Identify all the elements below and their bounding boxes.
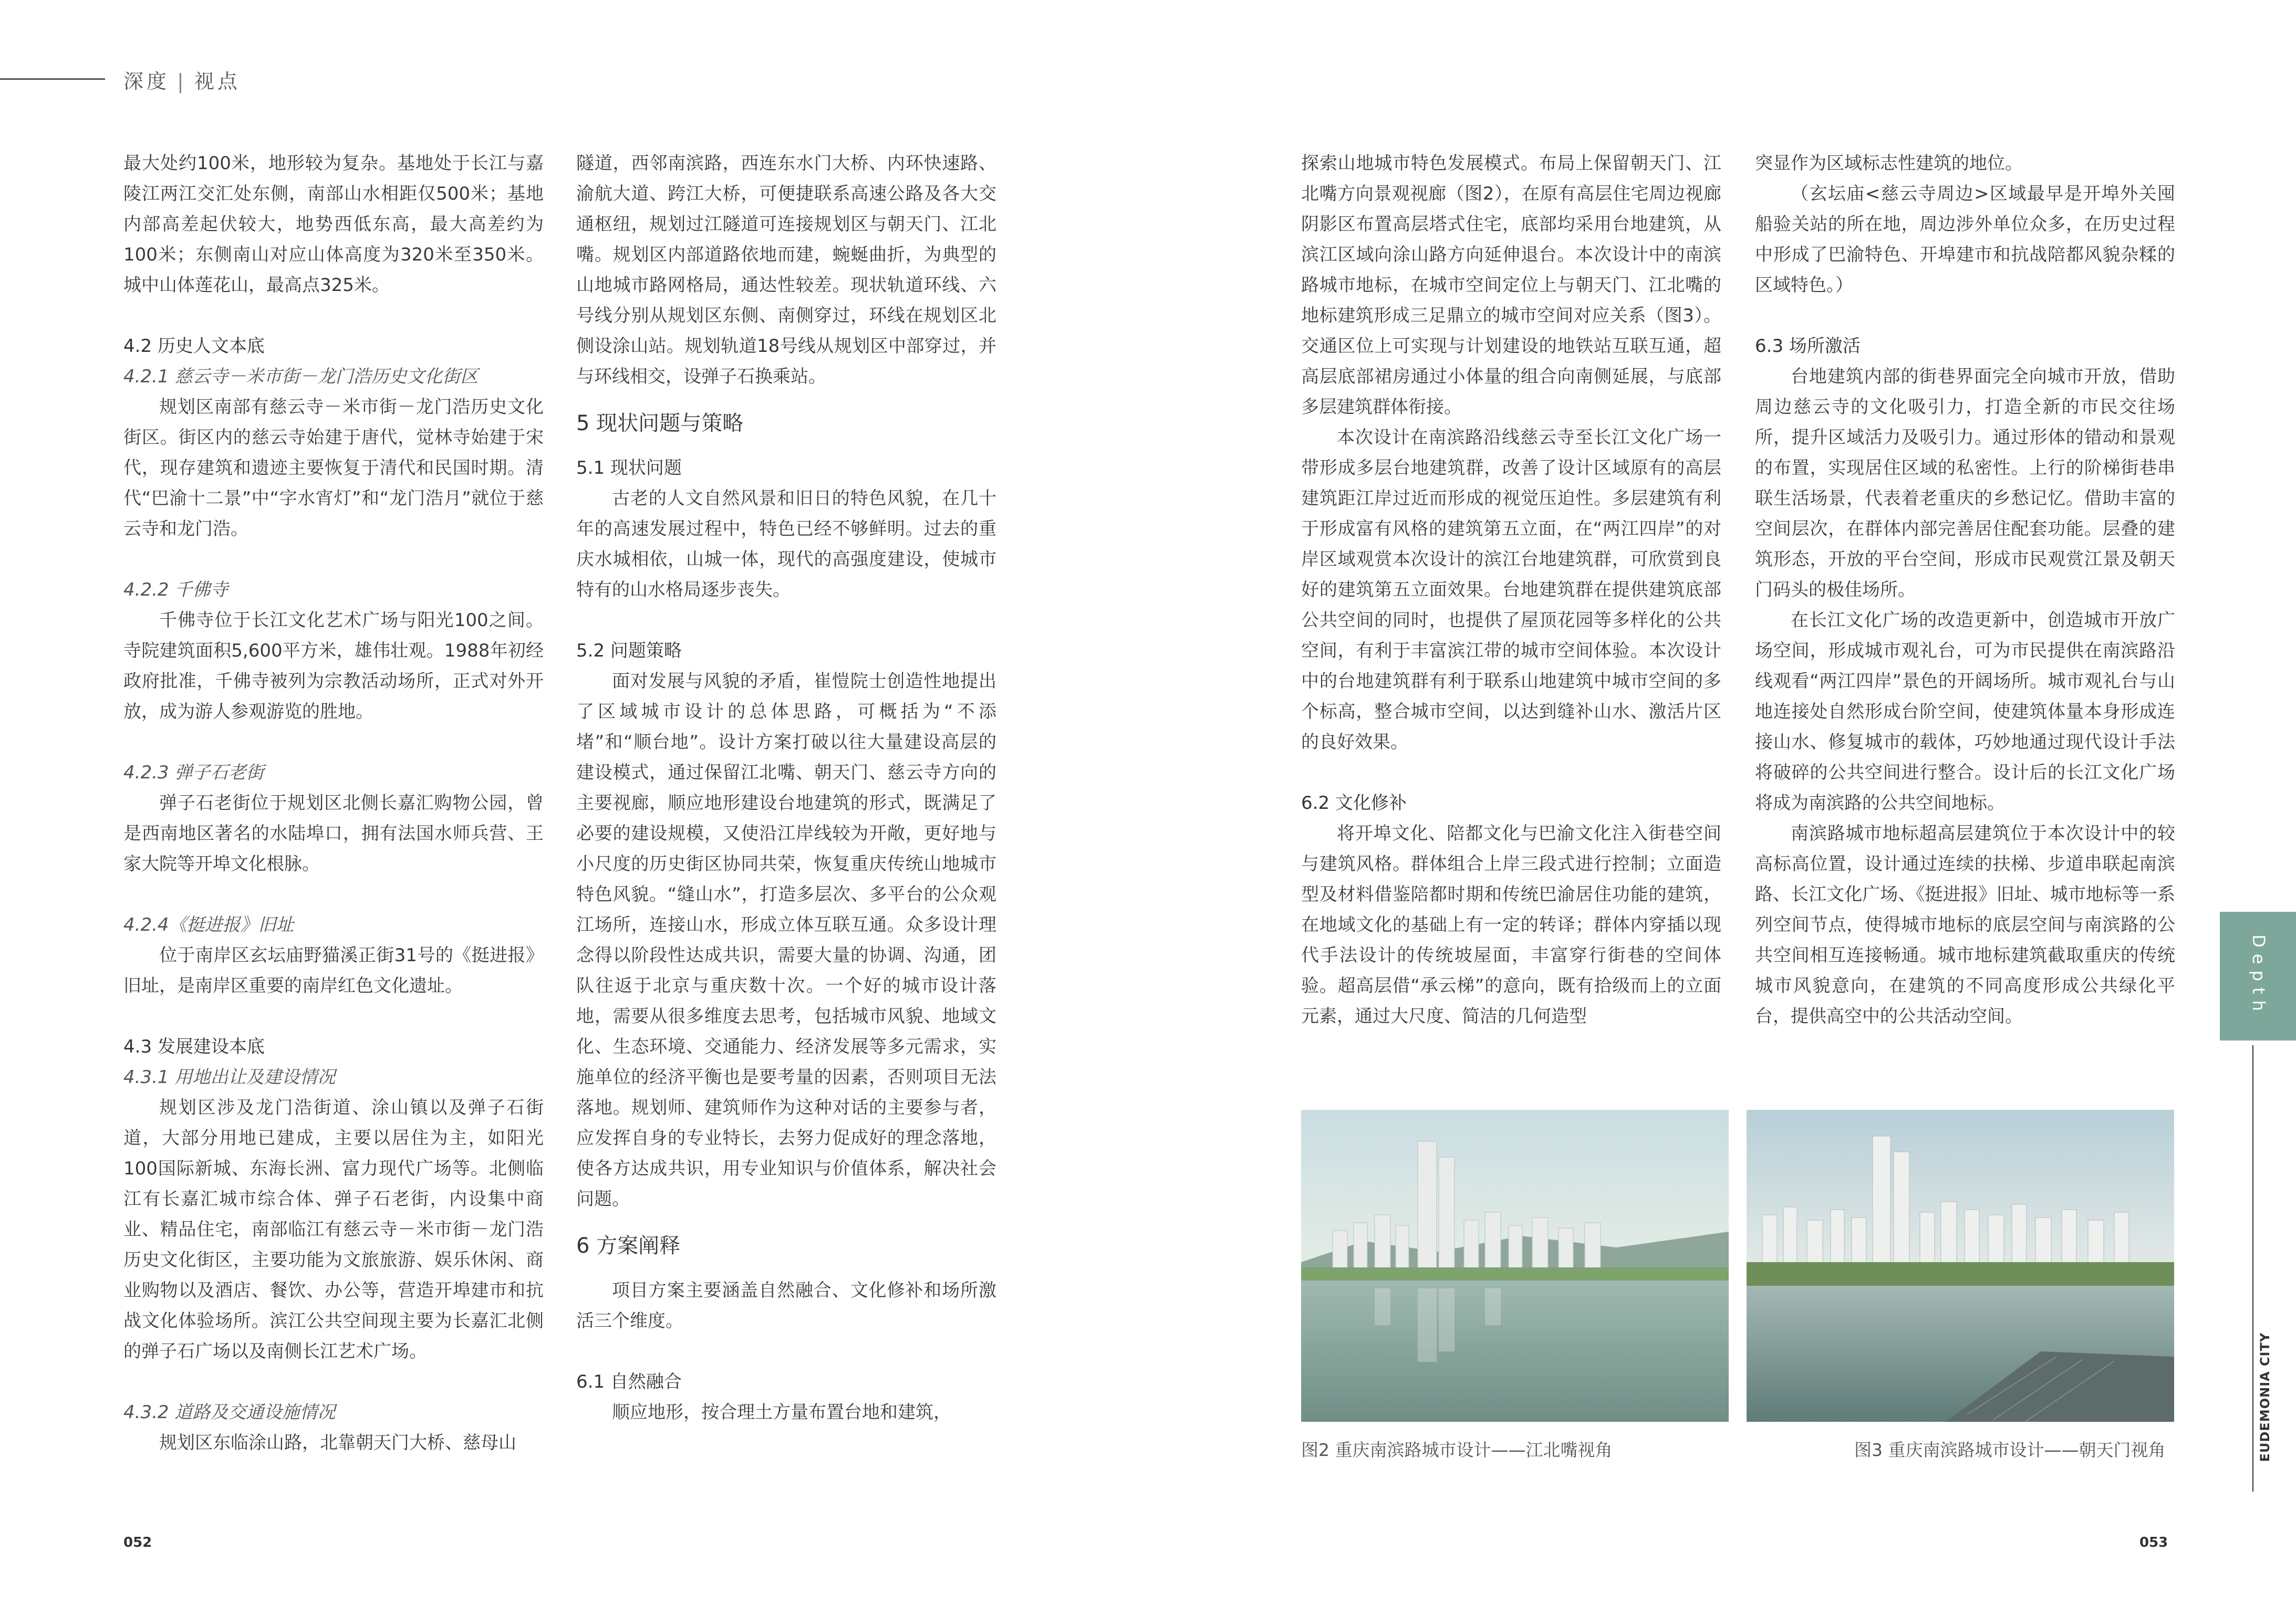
section-title: 深度 [123, 70, 170, 93]
text-column-3 [1301, 148, 1721, 1032]
text-column-4 [1755, 148, 2175, 1032]
paragraph: 规划区南部有慈云寺－米市街－龙门浩历史文化街区。街区内的慈云寺始建于唐代，觉林寺始建于宋代，现存建筑和遗迹主要恢复于清代和民国时期。清代“巴渝十二景”中“字水宵灯”和“龙门浩月”就位于慈云寺和龙门浩。 [123, 397, 544, 539]
paragraph: 古老的人文自然风景和旧日的特色风貌，在几十年的高速发展过程中，特色已经不够鲜明。过去的重庆水城相依，山城一体，现代的高强度建设，使城市特有的山水格局逐步丧失。 [576, 488, 996, 600]
page-number-left: 052 [123, 1535, 152, 1550]
paragraph: （玄坛庙<慈云寺周边>区域最早是开埠外关囤船验关站的所在地，周边涉外单位众多，在历史过程中形成了巴渝特色、开埠建市和抗战陪都风貌杂糅的区域特色。） [1755, 183, 2175, 296]
heading-6: 6 方案阐释 [576, 1234, 681, 1258]
section-header [123, 65, 241, 94]
text-column-2 [576, 148, 996, 1428]
paragraph: 将开埠文化、陪都文化与巴渝文化注入街巷空间与建筑风格。群体组合上岸三段式进行控制；立面造型及材料借鉴陪都时期和传统巴渝居住功能的建筑，在地域文化的基础上有一定的转译；群体内穿插以现代手法设计的传统坡屋面，丰富穿行街巷的空间体验。超高层借“承云梯”的意向，既有拾级而上的立面元素，通过大尺度、简洁的几何造型 [1301, 823, 1721, 1027]
paragraph: 最大处约100米，地形较为复杂。基地处于长江与嘉陵江两江交汇处东侧，南部山水相距仅500米；基地内部高差起伏较大，地势西低东高，最大高差约为100米；东侧南山对应山体高度为320米至350米。城中山体莲花山，最高点325米。 [123, 153, 544, 296]
heading-4-3-1: 4.3.1 用地出让及建设情况 [123, 1067, 336, 1088]
heading-6-2: 6.2 文化修补 [1301, 793, 1407, 814]
paragraph: 隧道，西邻南滨路，西连东水门大桥、内环快速路、渝航大道、跨江大桥，可便捷联系高速公路及各大交通枢纽，规划过江隧道可连接规划区与朝天门、江北嘴。规划区内部道路依地而建，蜿蜒曲折，为典型的山地城市路网格局，通达性较差。现状轨道环线、六号线分别从规划区东侧、南侧穿过，环线在规划区北侧设涂山站。规划轨道18号线从规划区中部穿过，并与环线相交，设弹子石换乘站。 [576, 153, 996, 387]
text-column-1 [123, 148, 544, 1458]
paragraph: 顺应地形，按合理土方量布置台地和建筑， [612, 1402, 951, 1423]
paragraph: 面对发展与风貌的矛盾，崔愷院士创造性地提出了区域城市设计的总体思路，可概括为“不添堵”和“顺台地”。设计方案打破以往大量建设高层的建设模式，通过保留江北嘴、朝天门、慈云寺方向的主要视廊，顺应地形建设台地建筑的形式，既满足了必要的建设规模，又使沿江岸线较为开敞，更好地与小尺度的历史街区协同共荣，恢复重庆传统山地城市特色风貌。“缝山水”，打造多层次、多平台的公众观江场所，连接山水，形成立体互联互通。众多设计理念得以阶段性达成共识，需要大量的协调、沟通，团队往返于北京与重庆数十次。一个好的城市设计落地，需要从很多维度去思考，包括城市风貌、地域文化、生态环境、交通能力、经济发展等多元需求，实施单位的经济平衡也是要考量的因素，否则项目无法落地。规划师、建筑师作为这种对话的主要参与者，应发挥自身的专业特长，去努力促成好的理念落地，使各方达成共识，用专业知识与价值体系，解决社会问题。 [576, 671, 996, 1210]
figure-2-image [1301, 1110, 1729, 1422]
paragraph: 弹子石老街位于规划区北侧长嘉汇购物公园，曾是西南地区著名的水陆埠口，拥有法国水师兵营、王家大院等开埠文化根脉。 [123, 793, 544, 875]
side-tab-label: Depth [2249, 934, 2269, 1017]
paragraph: 本次设计在南滨路沿线慈云寺至长江文化广场一带形成多层台地建筑群，改善了设计区域原有的高层建筑距江岸过近而形成的视觉压迫性。多层建筑有利于形成富有风格的建筑第五立面，在“两江四岸”的对岸区域观赏本次设计的滨江台地建筑群，可欣赏到良好的建筑第五立面效果。台地建筑群在提供建筑底部公共空间的同时，也提供了屋顶花园等多样化的公共空间，有利于丰富滨江带的城市空间体验。本次设计中的台地建筑群有利于联系山地建筑中城市空间的多个标高，整合城市空间，以达到缝补山水、激活片区的良好效果。 [1301, 427, 1721, 753]
paragraph: 规划区东临涂山路，北靠朝天门大桥、慈母山 [159, 1432, 516, 1453]
paragraph: 千佛寺位于长江文化艺术广场与阳光100之间。寺院建筑面积5,600平方米，雄伟壮观。1988年初经政府批准，千佛寺被列为宗教活动场所，正式对外开放，成为游人参观游览的胜地。 [123, 610, 544, 722]
heading-4-2-3: 4.2.3 弹子石老街 [123, 762, 264, 783]
paragraph: 南滨路城市地标超高层建筑位于本次设计中的较高标高位置，设计通过连续的扶梯、步道串联起南滨路、长江文化广场、《挺进报》旧址、城市地标等一系列空间节点，使得城市地标的底层空间与南滨路的公共空间相互连接畅通。城市地标建筑截取重庆的传统城市风貌意向，在建筑的不同高度形成公共绿化平台，提供高空中的公共活动空间。 [1755, 823, 2175, 1027]
header-rule [0, 78, 105, 80]
figure-2-caption: 图2 重庆南滨路城市设计——江北嘴视角 [1301, 1440, 1613, 1460]
figure-3-image [1747, 1110, 2174, 1422]
paragraph: 规划区涉及龙门浩街道、涂山镇以及弹子石街道，大部分用地已建成，主要以居住为主，如阳光100国际新城、东海长洲、富力现代广场等。北侧临江有长嘉汇城市综合体、弹子石老街，内设集中商业、精品住宅，南部临江有慈云寺－米市街－龙门浩历史文化街区，主要功能为文旅旅游、娱乐休闲、商业购物以及酒店、餐饮、办公等，营造开埠建市和抗战文化体验场所。滨江公共空间现主要为长嘉汇北侧的弹子石广场以及南侧长江艺术广场。 [123, 1097, 544, 1362]
paragraph: 在长江文化广场的改造更新中，创造城市开放广场空间，形成城市观礼台，可为市民提供在南滨路沿线观看“两江四岸”景色的开阔场所。城市观礼台与山地连接处自然形成台阶空间，使建筑体量本身形成连接山水、修复城市的载体，巧妙地通过现代设计手法将破碎的公共空间进行整合。设计后的长江文化广场将成为南滨路的公共空间地标。 [1755, 610, 2175, 814]
page-number-right: 053 [2139, 1535, 2168, 1550]
header-separator: | [177, 70, 187, 93]
heading-5: 5 现状问题与策略 [576, 411, 744, 435]
paragraph: 位于南岸区玄坛庙野猫溪正街31号的《挺进报》旧址，是南岸区重要的南岸红色文化遗址。 [123, 945, 544, 996]
heading-4-2-4: 4.2.4《挺进报》旧址 [123, 914, 294, 935]
paragraph: 突显作为区域标志性建筑的地位。 [1755, 153, 2023, 174]
heading-5-1: 5.1 现状问题 [576, 457, 682, 478]
heading-6-3: 6.3 场所激活 [1755, 336, 1861, 357]
paragraph: 项目方案主要涵盖自然融合、文化修补和场所激活三个维度。 [576, 1280, 996, 1331]
heading-4-3-2: 4.3.2 道路及交通设施情况 [123, 1402, 336, 1423]
paragraph: 探索山地城市特色发展模式。布局上保留朝天门、江北嘴方向景观视廊（图2），在原有高层住宅周边视廊阴影区布置高层塔式住宅，底部均采用台地建筑，从滨江区域向涂山路方向延伸退台。本次设计中的南滨路城市地标，在城市空间定位上与朝天门、江北嘴的地标建筑形成三足鼎立的城市空间对应关系（图3）。交通区位上可实现与计划建设的地铁站互联互通，超高层底部裙房通过小体量的组合向南侧延展，与底部多层建筑群体衔接。 [1301, 153, 1721, 418]
heading-5-2: 5.2 问题策略 [576, 640, 682, 661]
heading-4-2-1: 4.2.1 慈云寺－米市街－龙门浩历史文化街区 [123, 366, 479, 387]
figure-3-caption: 图3 重庆南滨路城市设计——朝天门视角 [1854, 1440, 2166, 1460]
heading-4-3: 4.3 发展建设本底 [123, 1036, 265, 1057]
side-rule [2252, 1045, 2253, 1492]
heading-6-1: 6.1 自然融合 [576, 1371, 682, 1392]
heading-4-2: 4.2 历史人文本底 [123, 336, 265, 357]
side-brand: EUDEMONIA CITY [2258, 1332, 2272, 1462]
heading-4-2-2: 4.2.2 千佛寺 [123, 579, 228, 600]
section-subtitle: 视点 [194, 70, 241, 93]
paragraph: 台地建筑内部的街巷界面完全向城市开放，借助周边慈云寺的文化吸引力，打造全新的市民交往场所，提升区域活力及吸引力。通过形体的错动和景观的布置，实现居住区域的私密性。上行的阶梯街巷串联生活场景，代表着老重庆的乡愁记忆。借助丰富的空间层次，在群体内部完善居住配套功能。层叠的建筑形态，开放的平台空间，形成市民观赏江景及朝天门码头的极佳场所。 [1755, 366, 2175, 600]
